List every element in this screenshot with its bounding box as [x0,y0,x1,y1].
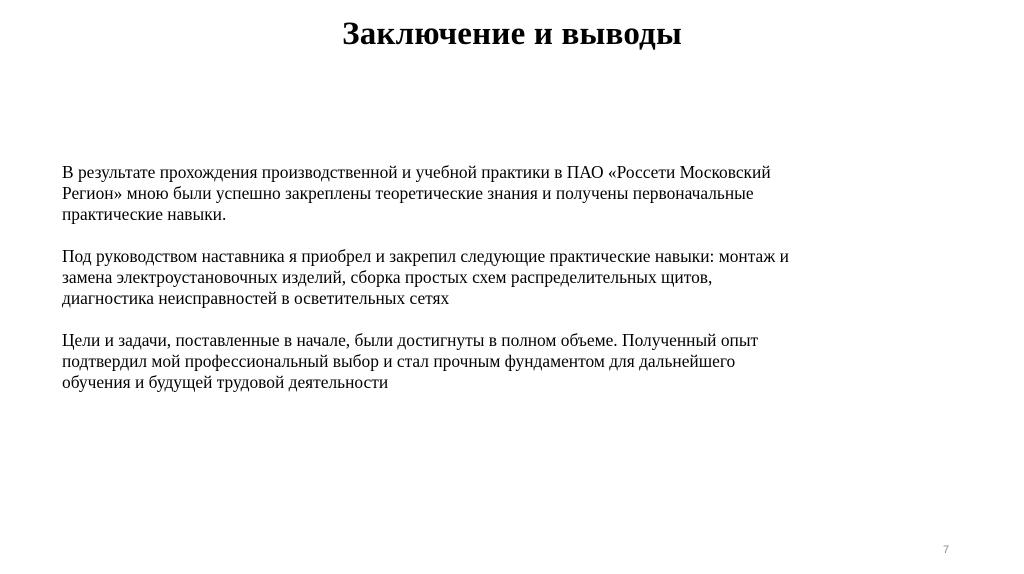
page-number: 7 [942,544,950,556]
paragraph-line: обучения и будущей трудовой деятельности [62,372,389,392]
paragraph-goals [62,330,892,393]
paragraph-line: Под руководством наставника я приобрел и закрепил следующие практические навыки: монтаж и [62,246,789,266]
paragraph-line: практические навыки. [62,204,227,224]
paragraph-line: диагностика неисправностей в осветительных сетях [62,288,450,308]
paragraph-line: замена электроустановочных изделий, сборка простых схем распределительных щитов, [62,267,713,287]
slide-body [62,162,892,414]
paragraph-line: Цели и задачи, поставленные в начале, были достигнуты в полном объеме. Полученный опыт [62,330,759,350]
paragraph-line: подтвердил мой профессиональный выбор и стал прочным фундаментом для дальнейшего [62,351,736,371]
slide-title: Заключение и выводы [342,16,682,52]
paragraph-line: Регион» мною были успешно закреплены теоретические знания и получены первоначальные [62,183,754,203]
paragraph-results [62,162,892,225]
paragraph-skills [62,246,892,309]
paragraph-line: В результате прохождения производственной и учебной практики в ПАО «Россети Московский [62,162,771,182]
